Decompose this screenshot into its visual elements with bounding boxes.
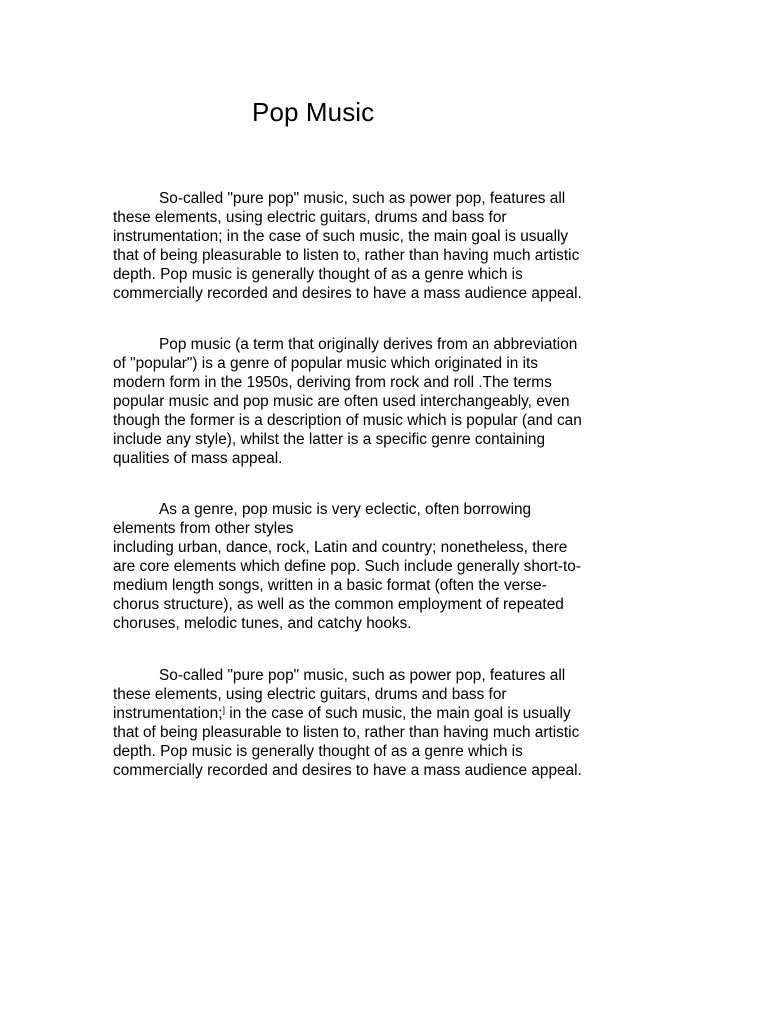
paragraph-line: depth. Pop music is generally thought of as a genre which is (113, 743, 523, 760)
paragraph-line-start: instrumentation; (113, 705, 223, 722)
paragraph-line: choruses, melodic tunes, and catchy hooks. (113, 615, 412, 632)
paragraph-line: commercially recorded and desires to have a mass audience appeal. (113, 762, 582, 779)
paragraph-line: elements from other styles (113, 520, 294, 537)
paragraph-line: popular music and pop music are often used interchangeably, even (113, 393, 570, 410)
paragraph-line (113, 704, 673, 723)
paragraph-line: instrumentation; in the case of such music, the main goal is usually (113, 228, 569, 245)
paragraph-line: include any style), whilst the latter is a specific genre containing (113, 431, 546, 448)
paragraph-line: qualities of mass appeal. (113, 450, 283, 467)
paragraph-line: depth. Pop music is generally thought of as a genre which is (113, 266, 523, 283)
paragraph-line: are core elements which define pop. Such include generally short-to- (113, 558, 581, 575)
paragraph-line: As a genre, pop music is very eclectic, often borrowing (159, 501, 532, 518)
paragraph-line: including urban, dance, rock, Latin and country; nonetheless, there (113, 539, 568, 556)
paragraph-line: though the former is a description of music which is popular (and can (113, 412, 582, 429)
paragraph-1 (113, 189, 673, 303)
paragraph-4 (113, 666, 673, 780)
paragraph-line: these elements, using electric guitars, drums and bass for (113, 209, 507, 226)
paragraph-line: So-called "pure pop" music, such as power pop, features all (159, 667, 566, 684)
paragraph-line: commercially recorded and desires to have a mass audience appeal. (113, 285, 582, 302)
paragraph-line: modern form in the 1950s, deriving from rock and roll .The terms (113, 374, 552, 391)
paragraph-line: Pop music (a term that originally derives from an abbreviation (159, 336, 578, 353)
paragraph-line: medium length songs, written in a basic format (often the verse- (113, 577, 547, 594)
document-title: Pop Music (252, 97, 375, 127)
paragraph-3 (113, 500, 673, 633)
paragraph-line: So-called "pure pop" music, such as power pop, features all (159, 190, 566, 207)
paragraph-line: that of being pleasurable to listen to, rather than having much artistic (113, 724, 580, 741)
paragraph-line: chorus structure), as well as the common employment of repeated (113, 596, 564, 613)
footnote-marker: ] (222, 705, 226, 715)
paragraph-2 (113, 335, 673, 468)
paragraph-line: of "popular") is a genre of popular music which originated in its (113, 355, 538, 372)
paragraph-line-end: in the case of such music, the main goal is usually (225, 705, 571, 722)
paragraph-line: that of being pleasurable to listen to, rather than having much artistic (113, 247, 580, 264)
paragraph-line: these elements, using electric guitars, drums and bass for (113, 686, 507, 703)
